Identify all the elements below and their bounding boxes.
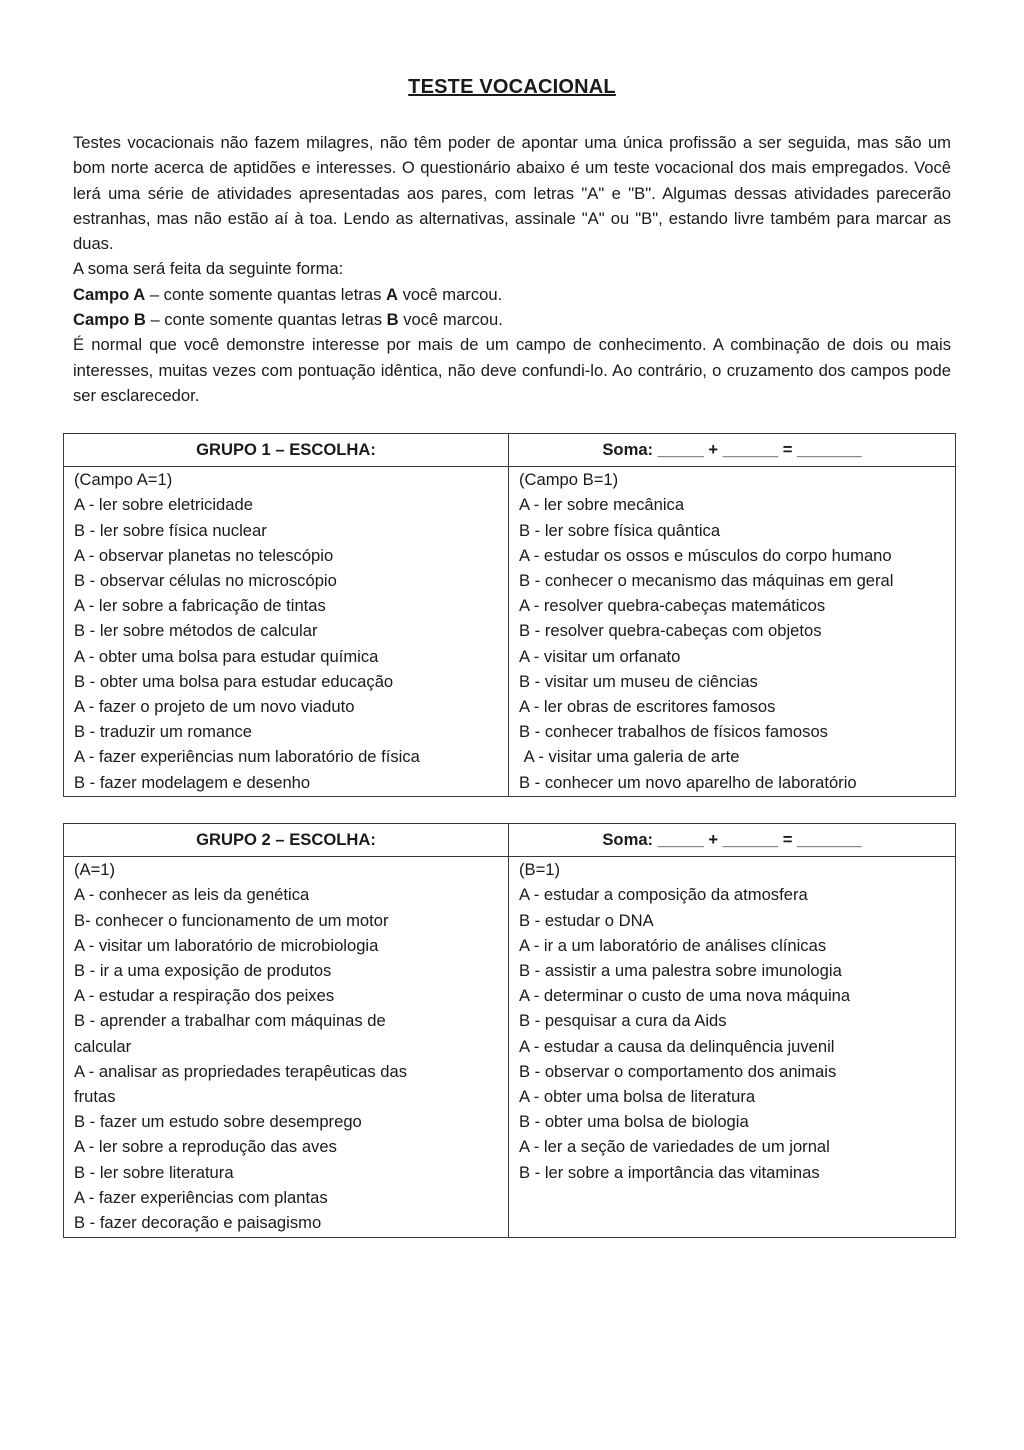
list-item: (B=1) bbox=[519, 860, 561, 880]
list-item: B - traduzir um romance bbox=[74, 722, 252, 742]
group-1-right-column bbox=[509, 467, 956, 797]
campo-b-line bbox=[73, 307, 951, 332]
group-2-header: GRUPO 2 – ESCOLHA: bbox=[64, 824, 509, 857]
list-item: B - pesquisar a cura da Aids bbox=[519, 1011, 727, 1031]
intro-text bbox=[73, 130, 951, 408]
list-item: B - visitar um museu de ciências bbox=[519, 671, 758, 691]
list-item: B - ler sobre métodos de calcular bbox=[74, 621, 318, 641]
group-1-left-column bbox=[64, 467, 509, 797]
list-item: A - fazer experiências com plantas bbox=[74, 1187, 328, 1207]
group-1-header: GRUPO 1 – ESCOLHA: bbox=[64, 434, 509, 467]
group-2-table bbox=[63, 823, 956, 1238]
list-item: B- conhecer o funcionamento de um motor bbox=[74, 910, 389, 930]
list-item: A - resolver quebra-cabeças matemáticos bbox=[519, 596, 826, 616]
list-item: B - resolver quebra-cabeças com objetos bbox=[519, 621, 822, 641]
list-item: A - estudar os ossos e músculos do corpo humano bbox=[519, 545, 892, 565]
intro-paragraph: Testes vocacionais não fazem milagres, não têm poder de apontar uma única profissão a ser seguida, mas são um bom norte acerca de aptidões e interesses. O questionário abaixo é um teste vocacional dos mais empregados. Você lerá uma série de atividades apresentadas aos pares, com letras "A" e "B". Algumas dessas atividades parecerão estranhas, mas não estão aí à toa. Lendo as alternativas, assinale "A" ou "B", estando livre também para marcar as duas. bbox=[73, 133, 951, 254]
list-item: A - conhecer as leis da genética bbox=[74, 885, 310, 905]
list-item: B - fazer decoração e paisagismo bbox=[74, 1213, 322, 1233]
list-item: B - conhecer um novo aparelho de laboratório bbox=[519, 772, 857, 792]
list-item: B - ir a uma exposição de produtos bbox=[74, 961, 332, 981]
list-item: B - obter uma bolsa de biologia bbox=[519, 1112, 749, 1132]
list-item: A - estudar a composição da atmosfera bbox=[519, 885, 808, 905]
list-item: A - determinar o custo de uma nova máquina bbox=[519, 986, 851, 1006]
list-item: B - fazer um estudo sobre desemprego bbox=[74, 1112, 362, 1132]
list-item: (Campo A=1) bbox=[74, 470, 173, 490]
list-item: A - ir a um laboratório de análises clínicas bbox=[519, 935, 827, 955]
list-item: A - fazer o projeto de um novo viaduto bbox=[74, 697, 355, 717]
group-2-sum: Soma: _____ + ______ = _______ bbox=[509, 824, 956, 857]
list-item: A - observar planetas no telescópio bbox=[74, 545, 334, 565]
list-item: A - obter uma bolsa para estudar química bbox=[74, 646, 379, 666]
list-item: A - ler obras de escritores famosos bbox=[519, 697, 776, 717]
list-item: A - ler sobre mecânica bbox=[519, 495, 685, 515]
list-item: (Campo B=1) bbox=[519, 470, 619, 490]
intro-closing: É normal que você demonstre interesse por mais de um campo de conhecimento. A combinação de dois ou mais interesses, muitas vezes com pontuação idêntica, não deve confundi-lo. Ao contrário, o cruzamento dos campos pode ser esclarecedor. bbox=[73, 335, 951, 405]
list-item: B - ler sobre física nuclear bbox=[74, 520, 267, 540]
list-item: A - visitar um laboratório de microbiologia bbox=[74, 935, 379, 955]
list-item: A - ler sobre a fabricação de tintas bbox=[74, 596, 326, 616]
page-title: TESTE VOCACIONAL bbox=[408, 76, 616, 98]
list-item: B - ler sobre a importância das vitaminas bbox=[519, 1162, 820, 1182]
list-item: B - aprender a trabalhar com máquinas de calcular bbox=[74, 1011, 391, 1056]
campo-a-letter: A bbox=[385, 284, 398, 304]
list-item: B - ler sobre física quântica bbox=[519, 520, 721, 540]
campo-b-label: Campo B bbox=[73, 310, 146, 330]
list-item: A - obter uma bolsa de literatura bbox=[519, 1087, 756, 1107]
group-2-right-column bbox=[509, 857, 956, 1238]
list-item: (A=1) bbox=[74, 860, 116, 880]
list-item: B - observar células no microscópio bbox=[74, 571, 337, 591]
list-item: A - ler a seção de variedades de um jornal bbox=[519, 1137, 830, 1157]
list-item: B - observar o comportamento dos animais bbox=[519, 1061, 837, 1081]
list-item: B - estudar o DNA bbox=[519, 910, 654, 930]
list-item: B - conhecer trabalhos de físicos famosos bbox=[519, 722, 828, 742]
campo-a-label: Campo A bbox=[73, 284, 146, 304]
group-1-sum: Soma: _____ + ______ = _______ bbox=[509, 434, 956, 467]
list-item: B - ler sobre literatura bbox=[74, 1162, 234, 1182]
list-item: A - analisar as propriedades terapêuticas das frutas bbox=[74, 1061, 412, 1107]
list-item: A - visitar um orfanato bbox=[519, 646, 681, 666]
soma-line: A soma será feita da seguinte forma: bbox=[73, 259, 344, 279]
list-item: B - fazer modelagem e desenho bbox=[74, 772, 311, 792]
campo-a-line bbox=[73, 282, 951, 307]
list-item: B - conhecer o mecanismo das máquinas em geral bbox=[519, 571, 894, 591]
group-1-table bbox=[63, 433, 956, 797]
list-item: A - fazer experiências num laboratório de física bbox=[74, 747, 420, 767]
list-item: A - estudar a causa da delinquência juvenil bbox=[519, 1036, 835, 1056]
list-item: A - visitar uma galeria de arte bbox=[519, 747, 740, 767]
list-item: B - obter uma bolsa para estudar educação bbox=[74, 671, 394, 691]
list-item: B - assistir a uma palestra sobre imunologia bbox=[519, 961, 842, 981]
group-2-left-column bbox=[64, 857, 509, 1238]
campo-b-text: – conte somente quantas letras bbox=[145, 310, 387, 330]
campo-b-text-end: você marcou. bbox=[398, 310, 503, 330]
campo-a-text-end: você marcou. bbox=[397, 284, 503, 304]
campo-a-text: – conte somente quantas letras bbox=[145, 284, 386, 304]
list-item: A - ler sobre a reprodução das aves bbox=[74, 1137, 337, 1157]
list-item: A - ler sobre eletricidade bbox=[74, 495, 253, 515]
campo-b-letter: B bbox=[386, 310, 399, 330]
list-item: A - estudar a respiração dos peixes bbox=[74, 986, 335, 1006]
